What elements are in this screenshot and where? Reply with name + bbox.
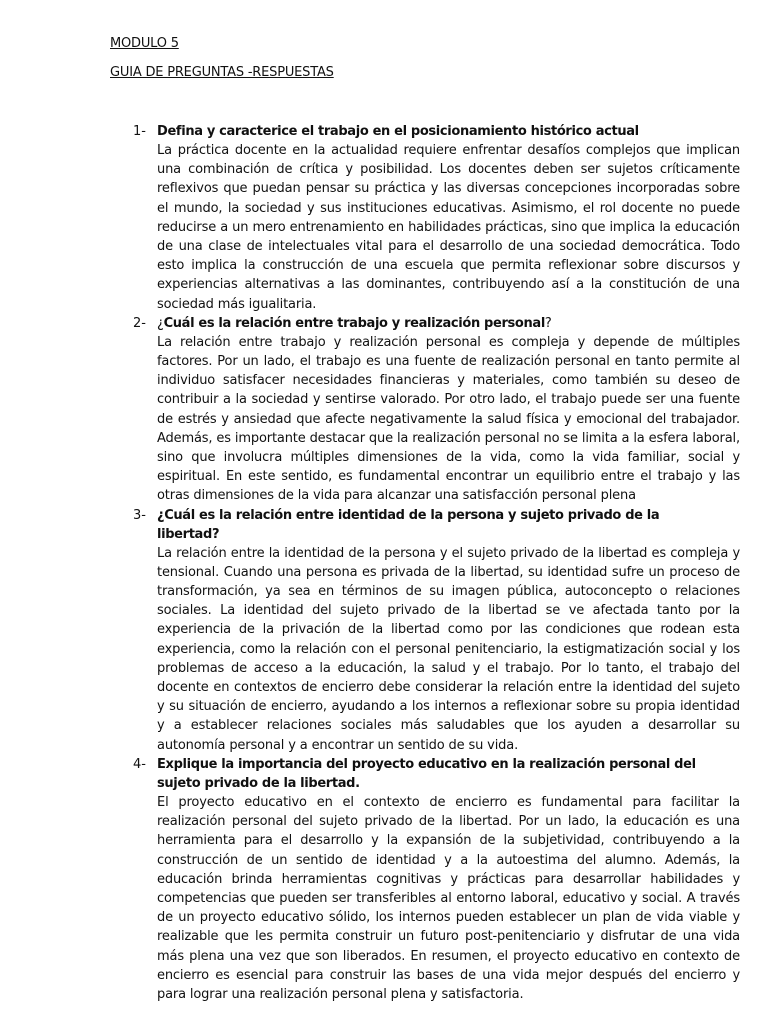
question-title-text: Defina y caracterice el trabajo en el posicionamiento histórico actual [157, 124, 639, 139]
question-number: 3- [133, 507, 146, 523]
question-title [157, 506, 717, 544]
question-item-4 [0, 755, 768, 1004]
question-list [0, 122, 768, 1004]
question-item-1 [0, 122, 768, 314]
question-title [157, 755, 717, 793]
guide-heading: GUIA DE PREGUNTAS -RESPUESTAS [110, 65, 334, 80]
question-item-2 [0, 314, 768, 506]
question-number: 2- [133, 315, 146, 331]
question-number: 1- [133, 124, 146, 139]
question-title [157, 122, 717, 141]
answer-paragraph: La práctica docente en la actualidad requiere enfrentar desafíos complejos que implican una combinación de crítica y posibilidad. Los docentes deben ser sujetos críticamente reflexivos que puedan pensar su práctica y las diversas concepciones incorporadas sobre el mundo, la sociedad y sus instituciones educativas. Asimismo, el rol docente no puede reducirse a un mero entrenamiento en habilidades prácticas, sino que implica la educación de una clase de intelectuales vital para el desarrollo de una sociedad democrática. Todo esto implica la construcción de una escuela que permita reflexionar sobre discursos y experiencias alternativas a las dominantes, contribuyendo así a la constitución de una sociedad más igualitaria. [157, 143, 740, 312]
module-heading: MODULO 5 [110, 36, 179, 51]
question-title-text: Cuál es la relación entre trabajo y realización personal [163, 315, 545, 331]
question-prefix: ¿ [157, 315, 164, 331]
answer-paragraph: La relación entre trabajo y realización personal es compleja y depende de múltiples factores. Por un lado, el trabajo es una fuente de realización personal en tanto permite al individuo satisfacer necesidades financieras y materiales, como también su deseo de contribuir a la sociedad y sentirse valorado. Por otro lado, el trabajo puede ser una fuente de estrés y ansiedad que afecte negativamente la salud física y emocional del trabajador. Además, es importante destacar que la realización personal no se limita a la esfera laboral, sino que involucra múltiples dimensiones de la vida, como la vida familiar, social y espiritual. En este sentido, es fundamental encontrar un equilibrio entre el trabajo y las otras dimensiones de la vida para alcanzar una satisfacción personal plena [157, 334, 740, 504]
answer-paragraph: El proyecto educativo en el contexto de encierro es fundamental para facilitar la realización personal del sujeto privado de la libertad. Por un lado, la educación es una herramienta para el desarrollo y la expansión de la subjetividad, contribuyendo a la construcción de un sentido de identidad y a la autoestima del alumno. Además, la educación brinda herramientas cognitivas y prácticas para desarrollar habilidades y competencias que pueden ser transferibles al entorno laboral, educativo y social. A través de un proyecto educativo sólido, los internos pueden establecer un plan de vida viable y realizable que les permita construir un futuro post-penitenciario y disfrutar de una vida más plena una vez que son liberados. En resumen, el proyecto educativo en contexto de encierro es esencial para construir las bases de una vida mejor después del encierro y para lograr una realización personal plena y satisfactoria. [157, 794, 740, 1002]
question-item-3 [0, 506, 768, 755]
question-title [157, 314, 717, 333]
question-suffix: ? [544, 315, 552, 331]
question-number: 4- [133, 756, 146, 772]
answer-paragraph: La relación entre la identidad de la persona y el sujeto privado de la libertad es compleja y tensional. Cuando una persona es privada de la libertad, su identidad sufre un proceso de transformación, ya sea en términos de su imagen pública, autoconcepto o relaciones sociales. La identidad del sujeto privado de la libertad se ve afectada tanto por la experiencia de la privación de la libertad como por las condiciones que rodean esta experiencia, como la relación con el personal penitenciario, la estigmatización social y los problemas de acceso a la educación, la salud y el trabajo. Por lo tanto, el trabajo del docente en contextos de encierro debe considerar la relación entre la identidad del sujeto y su situación de encierro, ayudando a los internos a reflexionar sobre su propia identidad y a establecer relaciones sociales más saludables que los ayuden a desarrollar su autonomía personal y a encontrar un sentido de su vida. [157, 545, 740, 753]
question-title-text: ¿Cuál es la relación entre identidad de la persona y sujeto privado de la libertad? [157, 507, 660, 542]
question-title-text: Explique la importancia del proyecto educativo en la realización personal del sujeto privado de la libertad. [157, 756, 696, 791]
